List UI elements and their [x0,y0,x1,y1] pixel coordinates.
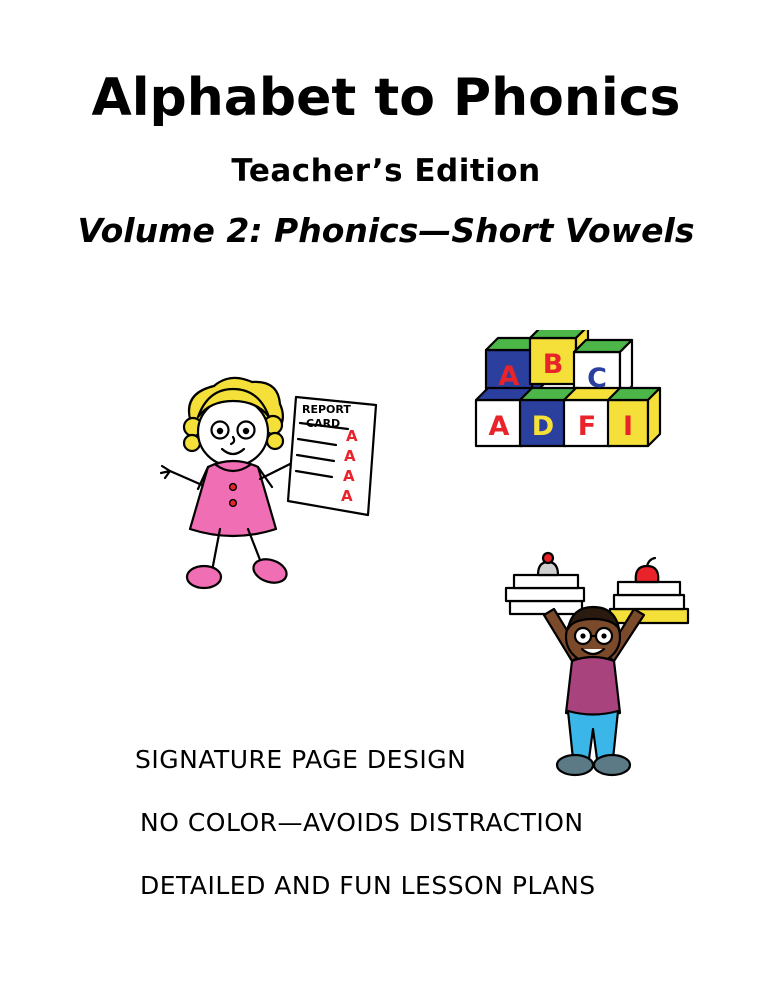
report-card-grade: A [341,487,353,505]
block-letter: I [622,411,634,442]
edition-subtitle: Teacher’s Edition [231,153,541,190]
title-block [0,70,772,250]
alphabet-blocks-illustration [468,330,668,490]
block-letter: A [488,411,510,442]
block-letter: F [577,411,597,442]
report-card-grade: A [344,447,356,465]
feature-item: DETAILED AND FUN LESSON PLANS [140,871,596,900]
report-card-title-line1: REPORT [302,403,351,416]
feature-item: NO COLOR—AVOIDS DISTRACTION [140,808,584,837]
volume-subtitle: Volume 2: Phonics—Short Vowels [77,211,695,251]
block-letter: A [498,361,520,392]
feature-item: SIGNATURE PAGE DESIGN [135,745,467,774]
block-letter: D [531,411,555,442]
block-letter: C [587,363,607,394]
report-card-grade: A [346,427,358,445]
block-letter: B [542,349,564,380]
girl-holding-report-card-illustration [130,375,395,610]
report-card-title-line2: CARD [306,417,341,430]
page-title: Alphabet to Phonics [91,68,681,128]
report-card-grade: A [343,467,355,485]
feature-list [135,745,695,934]
